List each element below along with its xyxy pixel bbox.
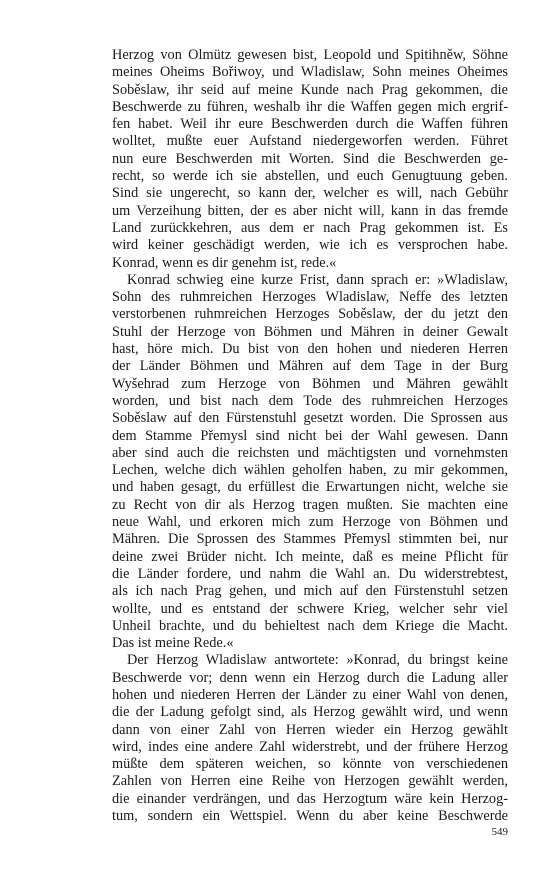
text-line: Soběslaw auf den Fürstenstuhl gesetzt worden. Die Sprossen aus [112,410,508,427]
text-line: Der Herzog Wladislaw antwortete: »Konrad, du bringst keine [127,652,508,669]
text-line: wollte, und es entstand der schwere Krieg, welcher sehr viel [112,600,508,617]
text-line: Konrad schwieg eine kurze Frist, dann sprach er: »Wladislaw, [127,271,508,288]
page-number: 549 [491,826,508,838]
text-line: müßte dem späteren weichen, so könnte von verschiedenen [112,756,508,773]
text-line: zu Recht von dir als Herzog tragen mußten. Sie machten eine [112,496,508,513]
text-line: die Länder fordere, und nahm die Wahl an. Du widerstrebtest, [112,565,508,582]
text-line: Konrad, wenn es dir genehm ist, rede.« [112,254,337,271]
text-line: wird, indes eine andere Zahl widerstrebt, und der frühere Herzog [112,738,508,755]
text-line: dann von einer Zahl von Herren wieder ein Herzog gewählt [112,721,508,738]
text-line: Unheil brachte, und du behieltest nach dem Kriege die Macht. [112,617,508,634]
text-line: worden, und bist nach dem Tode des ruhmreichen Herzoges [112,392,508,409]
page-body [112,47,508,825]
text-line: meines Oheims Bořiwoy, und Wladislaw, Sohn meines Oheimes [112,64,508,81]
text-line: aber sind auch die reichsten und mächtigsten und vornehmsten [112,444,508,461]
text-line: Sind sie ungerecht, so kann der, welcher es will, nach Gebühr [112,185,508,202]
text-line: wird keiner geschädigt werden, wie ich es versprochen habe. [112,237,508,254]
text-line: Stuhl der Herzoge von Böhmen und Mähren in deiner Gewalt [112,323,508,340]
text-line: deine zwei Brüder nicht. Ich meinte, daß es meine Pflicht für [112,548,508,565]
text-line: die der Ladung gefolgt sind, als Herzog gewählt wird, und wenn [112,704,508,721]
text-line: Wyšehrad zum Herzoge von Böhmen und Mähren gewählt [112,375,508,392]
text-line: verstorbenen ruhmreichen Herzoges Soběslaw, der du jetzt den [112,306,508,323]
text-line: neue Wahl, und erkoren mich zum Herzoge von Böhmen und [112,514,508,531]
text-line: Lechen, welche dich wählen geholfen haben, zu mir gekommen, [112,462,508,479]
text-line: hast, höre mich. Du bist von den hohen und niederen Herren [112,341,508,358]
text-line: Das ist meine Rede.« [112,635,234,652]
text-line: tum, sondern ein Wettspiel. Wenn du aber keine Beschwerde [112,808,508,825]
paragraph-3 [112,652,508,825]
text-line: Soběslaw, ihr seid auf meine Kunde nach Prag gekommen, die [112,81,508,98]
text-line: hohen und niederen Herren der Länder zu einer Wahl von denen, [112,686,508,703]
text-line: recht, so werde ich sie abstellen, und euch Genugtuung geben. [112,168,508,185]
text-line: als ich nach Prag gehen, und mich auf den Fürstenstuhl setzen [112,583,508,600]
text-line: Zahlen von Herren eine Reihe von Herzogen gewählt werden, [112,773,508,790]
text-line: Land zurückkehren, aus dem er nach Prag gekommen ist. Es [112,219,508,236]
text-line: um Verzeihung bitten, der es aber nicht will, kann in das fremde [112,202,508,219]
text-line: Beschwerde zu führen, weshalb ihr die Waffen gegen mich ergrif- [112,98,508,115]
paragraph-1 [112,47,508,272]
text-line: Herzog von Olmütz gewesen bist, Leopold und Spitihněw, Söhne [112,47,508,63]
text-line: die einander verdrängen, und das Herzogtum wäre kein Herzog- [112,790,508,807]
text-line: und haben gesagt, du erfüllest die Erwartungen nicht, welche sie [112,479,508,496]
text-line: dem Stamme Přemysl sind nicht bei der Wahl gewesen. Dann [112,427,508,444]
text-line: Mähren. Die Sprossen des Stammes Přemysl stimmten bei, nur [112,531,508,548]
text-line: der Länder Böhmen und Mähren auf dem Tage in der Burg [112,358,508,375]
text-line: Sohn des ruhmreichen Herzoges Wladislaw, Neffe des letzten [112,289,508,306]
text-line: Beschwerde vor; denn wenn ein Herzog durch die Ladung aller [112,669,508,686]
paragraph-2 [112,272,508,653]
text-line: fen habet. Weil ihr eure Beschwerden durch die Waffen führen [112,116,508,133]
text-line: nun eure Beschwerden mit Worten. Sind die Beschwerden ge- [112,150,508,167]
text-line: wolltet, mußte euer Aufstand niedergeworfen werden. Führet [112,133,508,150]
